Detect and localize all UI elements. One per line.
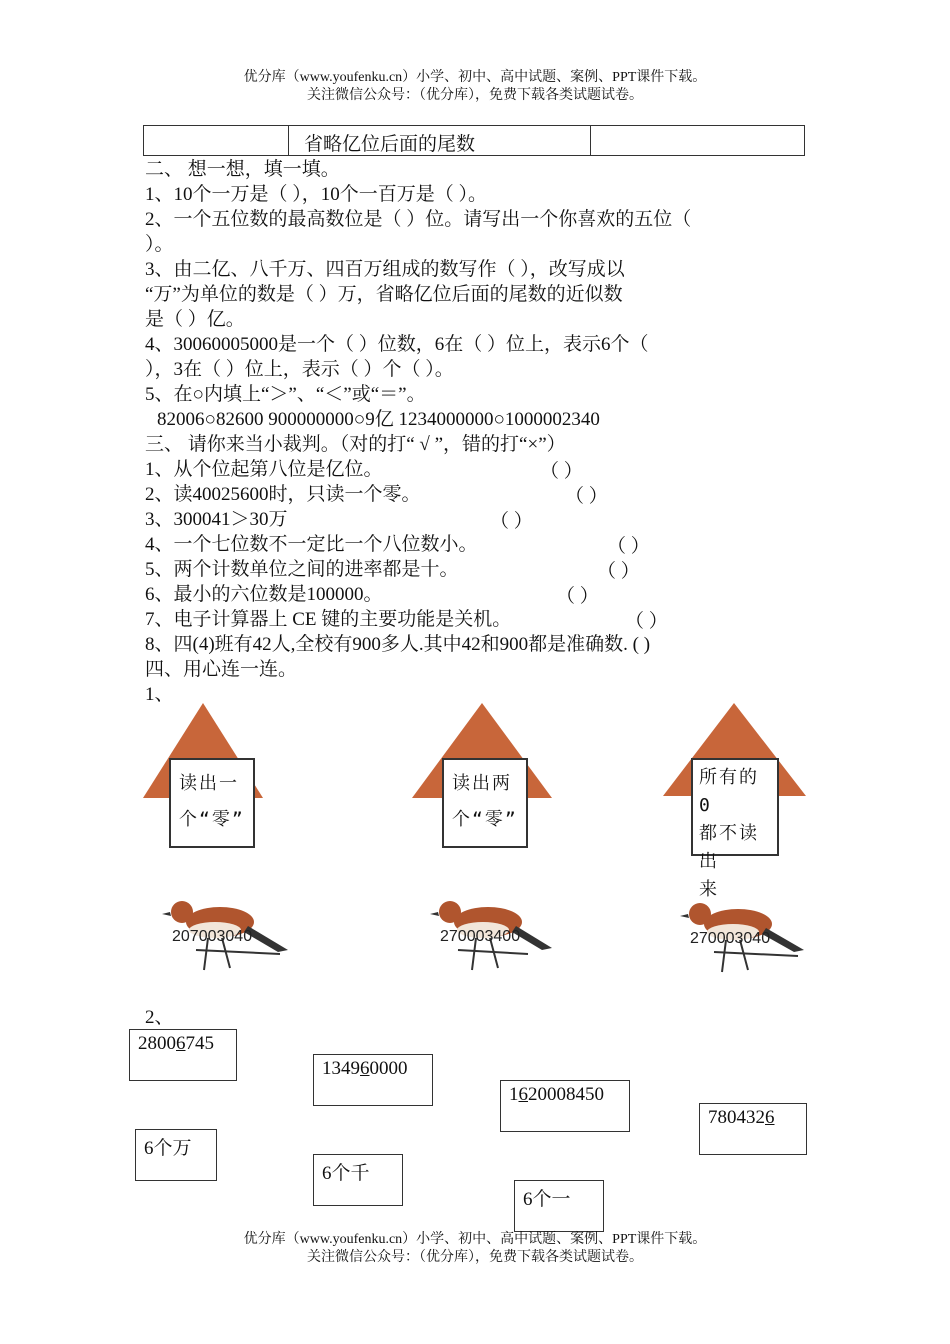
answer-table-row — [143, 125, 805, 156]
number-4-pre: 780432 — [708, 1107, 765, 1128]
q2-3c: 是（ ）亿。 — [145, 309, 245, 330]
unit-box-1[interactable]: 6个万 — [135, 1129, 217, 1181]
house-1[interactable] — [143, 703, 263, 853]
judge-item-6: 6、最小的六位数是100000。 — [145, 584, 383, 605]
table-cell-middle: 省略亿位后面的尾数 — [304, 134, 476, 155]
judge-paren-3[interactable]: （ ） — [490, 511, 533, 532]
bird-2-number: 270003400 — [440, 928, 521, 945]
judge-paren-1[interactable]: （ ） — [540, 461, 583, 482]
q2-3b: “万”为单位的数是（ ）万，省略亿位后面的尾数的近似数 — [145, 284, 623, 305]
bird-3-number: 270003040 — [690, 930, 771, 947]
number-2-pre: 1349 — [322, 1058, 360, 1079]
section3-title: 三、 请你来当小裁判。（对的打“ √ ”，错的打“×”） — [145, 434, 566, 455]
house-1-line1: 读出一 — [179, 773, 239, 794]
bird-1-number: 207003040 — [172, 928, 253, 945]
bird-3[interactable] — [678, 892, 808, 982]
section4-part1-label: 1、 — [145, 684, 174, 705]
page-footer-line1: 优分库（www.youfenku.cn）小学、初中、高中试题、案例、PPT课件下载。 — [243, 1232, 707, 1247]
house-3-line2: 都不读出 — [699, 823, 759, 872]
number-2-post: 0000 — [369, 1058, 408, 1079]
number-box-2[interactable] — [313, 1054, 433, 1106]
number-box-3[interactable] — [500, 1080, 630, 1132]
section4-title: 四、用心连一连。 — [145, 659, 298, 680]
page-footer-line2: 关注微信公众号：（优分库），免费下载各类试题试卷。 — [307, 1250, 643, 1265]
judge-item-2: 2、读40025600时，只读一个零。 — [145, 484, 421, 505]
q2-2a: 2、一个五位数的最高数位是（ ）位。请写出一个你喜欢的五位（ — [145, 209, 692, 230]
house-2-line2: 个“零” — [452, 809, 518, 830]
bird-1[interactable] — [160, 890, 290, 980]
judge-paren-6[interactable]: （ ） — [556, 586, 599, 607]
q2-3a: 3、由二亿、八千万、四百万组成的数写作（ ），改写成以 — [145, 259, 625, 280]
house-2-label — [442, 758, 528, 848]
unit-box-2[interactable]: 6个千 — [313, 1154, 403, 1206]
judge-item-7: 7、电子计算器上 CE 键的主要功能是关机。 — [145, 609, 512, 630]
house-3-line1: 所有的0 — [699, 767, 759, 816]
number-1-post: 745 — [185, 1033, 214, 1054]
judge-paren-5[interactable]: （ ） — [597, 561, 640, 582]
page-header-line1: 优分库（www.youfenku.cn）小学、初中、高中试题、案例、PPT课件下载。 — [243, 70, 707, 85]
judge-item-4: 4、一个七位数不一定比一个八位数小。 — [145, 534, 478, 555]
house-2-line1: 读出两 — [452, 773, 512, 794]
q2-5-items: 82006○82600 900000000○9亿 1234000000○1000002340 — [157, 409, 600, 430]
judge-paren-2[interactable]: （ ） — [565, 486, 608, 507]
table-cell-divider — [144, 126, 591, 155]
judge-item-3: 3、300041＞30万 — [145, 509, 288, 530]
number-box-1[interactable] — [129, 1029, 237, 1081]
page-header-line2: 关注微信公众号：（优分库），免费下载各类试题试卷。 — [307, 88, 643, 103]
q2-1: 1、10个一万是（ ），10个一百万是（ ）。 — [145, 184, 488, 205]
house-1-line2: 个“零” — [179, 809, 245, 830]
house-3-label — [691, 758, 779, 900]
judge-item-5: 5、两个计数单位之间的进率都是十。 — [145, 559, 459, 580]
judge-item-1: 1、从个位起第八位是亿位。 — [145, 459, 383, 480]
number-4-digit: 6 — [765, 1107, 775, 1128]
number-box-4[interactable] — [699, 1103, 807, 1155]
q2-5: 5、在○内填上“＞”、“＜”或“＝”。 — [145, 384, 426, 405]
number-1-digit: 6 — [176, 1033, 186, 1054]
section4-part2-label: 2、 — [145, 1007, 174, 1028]
judge-paren-7[interactable]: （ ） — [625, 611, 668, 632]
q2-2b: ）。 — [145, 234, 174, 255]
house-2[interactable] — [412, 703, 552, 853]
q2-4a: 4、30060005000是一个（ ）位数，6在（ ）位上，表示6个（ — [145, 334, 649, 355]
number-1-pre: 2800 — [138, 1033, 176, 1054]
judge-paren-4[interactable]: （ ） — [607, 536, 650, 557]
unit-box-3[interactable]: 6个一 — [514, 1180, 604, 1232]
judge-item-8: 8、四(4)班有42人,全校有900多人.其中42和900都是准确数. ( ) — [145, 634, 651, 655]
house-3[interactable] — [663, 703, 806, 900]
house-3-line3: 来 — [699, 879, 719, 900]
number-3-pre: 1 — [509, 1084, 519, 1105]
bird-2[interactable] — [428, 890, 558, 980]
number-3-post: 20008450 — [528, 1084, 604, 1105]
number-2-digit: 6 — [360, 1058, 370, 1079]
q2-4b: ），3在（ ）位上，表示（ ）个（ ）。 — [145, 359, 454, 380]
house-1-label — [169, 758, 255, 848]
number-3-digit: 6 — [518, 1084, 528, 1105]
section2-title: 二、 想一想，填一填。 — [145, 159, 340, 180]
